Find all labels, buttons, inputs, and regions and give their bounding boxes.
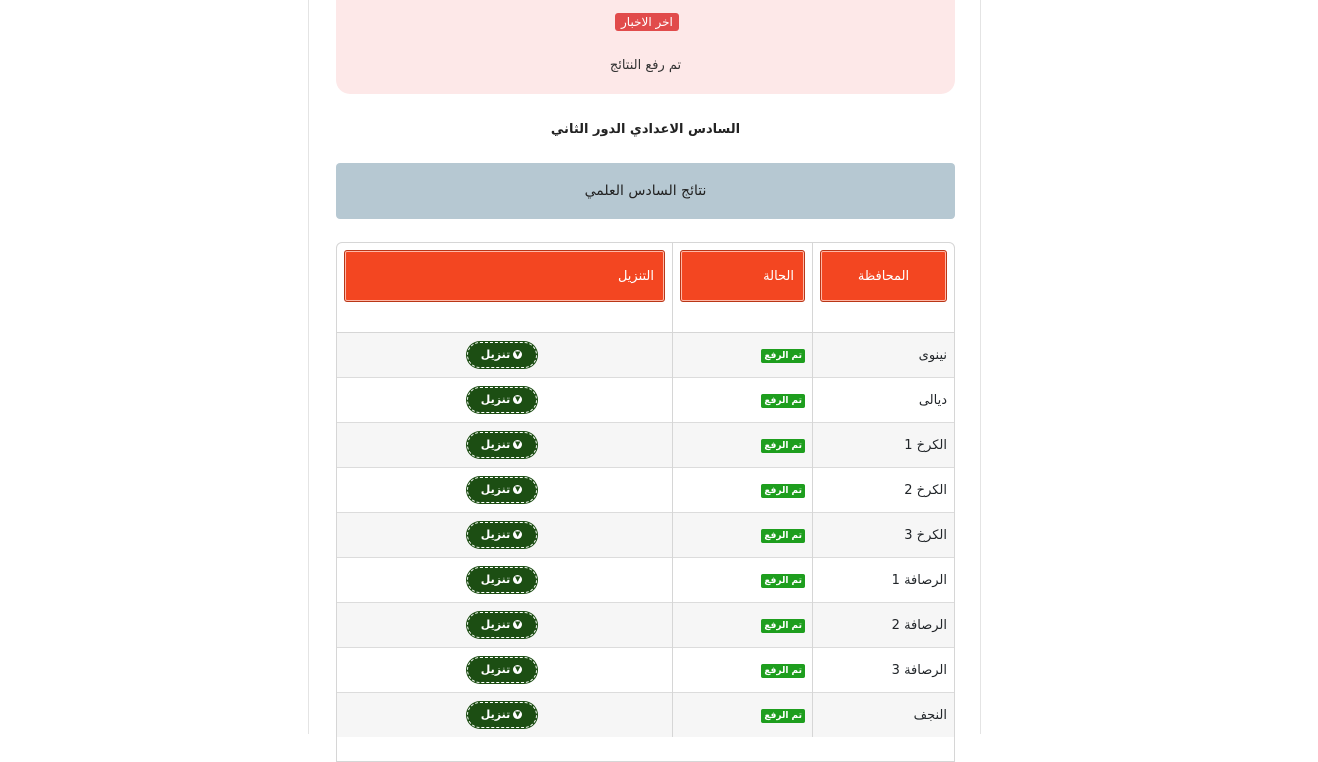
download-label: تنزيل bbox=[480, 573, 511, 586]
download-circle-icon: ▼ bbox=[515, 394, 521, 403]
download-cell bbox=[337, 513, 673, 558]
governorate-name: الرصافة 2 bbox=[891, 617, 947, 633]
status-badge: تم الرفع bbox=[761, 439, 805, 453]
download-button[interactable] bbox=[467, 387, 537, 413]
status-badge: تم الرفع bbox=[761, 619, 805, 633]
header-cell-governorate bbox=[813, 243, 955, 333]
header-governorate[interactable]: المحافظة bbox=[820, 250, 947, 302]
status-cell bbox=[673, 423, 813, 468]
download-button[interactable] bbox=[467, 612, 537, 638]
status-cell bbox=[673, 468, 813, 513]
download-circle-icon: ▼ bbox=[515, 619, 521, 628]
status-badge: تم الرفع bbox=[761, 394, 805, 408]
download-label: تنزيل bbox=[480, 438, 511, 451]
governorate-cell bbox=[813, 693, 955, 738]
status-badge: تم الرفع bbox=[761, 349, 805, 363]
status-cell bbox=[673, 648, 813, 693]
table-row bbox=[337, 423, 954, 468]
download-circle-icon: ▼ bbox=[515, 439, 521, 448]
page-subtitle: السادس الاعدادي الدور الثاني bbox=[550, 122, 741, 137]
download-button[interactable] bbox=[467, 567, 537, 593]
governorate-name: الرصافة 1 bbox=[891, 572, 947, 588]
news-text: تم رفع النتائج bbox=[609, 58, 682, 73]
status-cell bbox=[673, 558, 813, 603]
governorate-name: النجف bbox=[913, 707, 947, 723]
download-label: تنزيل bbox=[480, 528, 511, 541]
governorate-cell bbox=[813, 558, 955, 603]
results-table bbox=[336, 242, 955, 762]
governorate-cell bbox=[813, 378, 955, 423]
download-circle-icon: ▼ bbox=[515, 349, 521, 358]
download-circle-icon: ▼ bbox=[515, 664, 521, 673]
download-cell bbox=[337, 558, 673, 603]
table-row bbox=[337, 333, 954, 378]
download-button[interactable] bbox=[467, 477, 537, 503]
status-cell bbox=[673, 333, 813, 378]
section-title: نتائج السادس العلمي bbox=[336, 163, 955, 219]
table-row bbox=[337, 693, 954, 738]
table-row bbox=[337, 558, 954, 603]
download-button[interactable] bbox=[467, 522, 537, 548]
download-label: تنزيل bbox=[480, 393, 511, 406]
governorate-cell bbox=[813, 648, 955, 693]
news-badge: اخر الاخبار bbox=[615, 13, 679, 31]
header-cell-status bbox=[673, 243, 813, 333]
download-cell bbox=[337, 423, 673, 468]
governorate-cell bbox=[813, 423, 955, 468]
governorate-name: الكرخ 3 bbox=[904, 527, 947, 543]
status-cell bbox=[673, 378, 813, 423]
governorate-cell bbox=[813, 513, 955, 558]
status-badge: تم الرفع bbox=[761, 484, 805, 498]
download-label: تنزيل bbox=[480, 348, 511, 361]
status-badge: تم الرفع bbox=[761, 664, 805, 678]
status-badge: تم الرفع bbox=[761, 709, 805, 723]
download-cell bbox=[337, 378, 673, 423]
download-cell bbox=[337, 333, 673, 378]
governorate-name: الكرخ 2 bbox=[904, 482, 947, 498]
status-cell bbox=[673, 603, 813, 648]
status-cell bbox=[673, 513, 813, 558]
table-row bbox=[337, 468, 954, 513]
download-cell bbox=[337, 648, 673, 693]
governorate-cell bbox=[813, 603, 955, 648]
download-label: تنزيل bbox=[480, 708, 511, 721]
download-cell bbox=[337, 468, 673, 513]
governorate-name: الرصافة 3 bbox=[891, 662, 947, 678]
news-box bbox=[336, 0, 955, 94]
download-circle-icon: ▼ bbox=[515, 529, 521, 538]
download-label: تنزيل bbox=[480, 483, 511, 496]
table-row bbox=[337, 648, 954, 693]
download-circle-icon: ▼ bbox=[515, 709, 521, 718]
governorate-name: ديالى bbox=[918, 392, 947, 408]
download-button[interactable] bbox=[467, 657, 537, 683]
download-label: تنزيل bbox=[480, 663, 511, 676]
table-row bbox=[337, 378, 954, 423]
download-circle-icon: ▼ bbox=[515, 574, 521, 583]
page-container bbox=[308, 0, 981, 734]
table-row bbox=[337, 603, 954, 648]
download-circle-icon: ▼ bbox=[515, 484, 521, 493]
governorate-name: نينوى bbox=[918, 347, 947, 363]
table-header-row bbox=[337, 243, 954, 333]
download-button[interactable] bbox=[467, 432, 537, 458]
download-button[interactable] bbox=[467, 702, 537, 728]
status-badge: تم الرفع bbox=[761, 574, 805, 588]
governorate-cell bbox=[813, 333, 955, 378]
download-button[interactable] bbox=[467, 342, 537, 368]
download-cell bbox=[337, 603, 673, 648]
governorate-cell bbox=[813, 468, 955, 513]
status-badge: تم الرفع bbox=[761, 529, 805, 543]
download-label: تنزيل bbox=[480, 618, 511, 631]
table-row bbox=[337, 513, 954, 558]
header-download[interactable]: التنزيل bbox=[344, 250, 665, 302]
header-cell-download bbox=[337, 243, 673, 333]
download-cell bbox=[337, 693, 673, 738]
governorate-name: الكرخ 1 bbox=[904, 437, 947, 453]
status-cell bbox=[673, 693, 813, 738]
header-status[interactable]: الحالة bbox=[680, 250, 805, 302]
